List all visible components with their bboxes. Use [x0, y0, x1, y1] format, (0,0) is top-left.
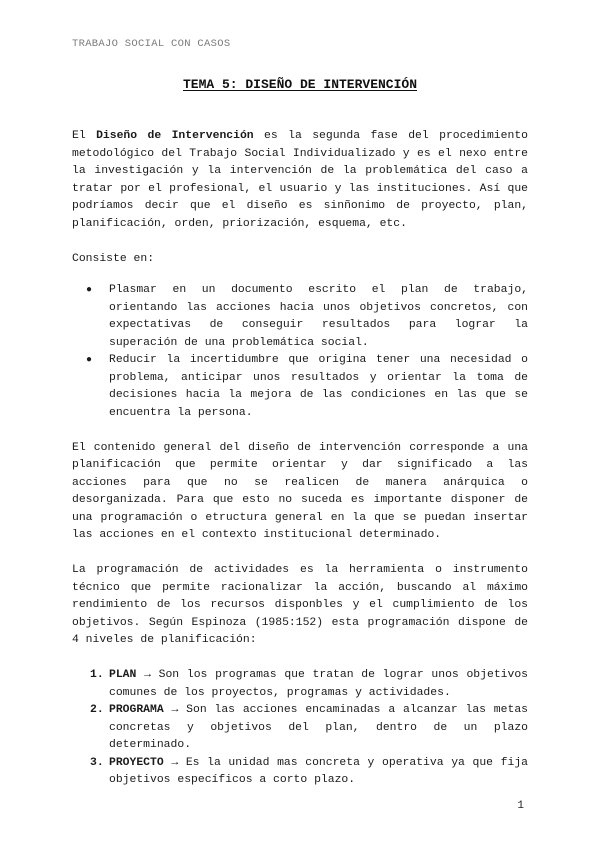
arrow-icon: → — [136, 669, 159, 681]
arrow-icon: → — [163, 704, 187, 716]
intro-post: es la segunda fase del procedimiento metodológico del Trabajo Social Individualizado y es el nexo entre la investigación y la intervención de la problemática del caso a tratar por el profesional, el usuario y las instituciones. Así que podríamos decir que el diseño es sinñonimo de proyecto, plan, planificación, orden, priorización, esquema, etc. — [72, 130, 528, 230]
intro-pre: El — [72, 130, 97, 142]
level-term: PROYECTO — [109, 756, 164, 769]
level-item-programa — [72, 702, 528, 755]
consiste-label: Consiste en: — [72, 252, 155, 265]
level-text: Son los programas que tratan de lograr unos objetivos comunes de los proyectos, programas y actividades. — [109, 669, 528, 699]
bullet-icon: ● — [86, 355, 93, 366]
level-number: 3. — [90, 756, 104, 769]
level-number: 1. — [90, 669, 104, 681]
bullet-list — [72, 282, 528, 422]
levels-list — [72, 667, 528, 790]
level-item-proyecto — [72, 755, 528, 790]
bullet-icon: ● — [86, 285, 93, 296]
level-text: Son las acciones encaminadas a alcanzar las metas concretas y objetivos del plan, dentro de un plazo determinado. — [109, 704, 528, 751]
running-header: TRABAJO SOCIAL CON CASOS — [72, 38, 231, 50]
intro-paragraph — [72, 128, 528, 233]
level-text: Es la unidad mas concreta y operativa ya que fija objetivos específicos a corto plazo. — [109, 756, 528, 786]
bullet-text: Reducir la incertidumbre que origina tener una necesidad o problema, anticipar unos resultados y orientar la toma de decisiones hacia la mejora de las condiciones en las que se encuentra la persona. — [109, 354, 528, 419]
intro-bold-term: Diseño de Intervención — [96, 130, 254, 142]
page-title: TEMA 5: DISEÑO DE INTERVENCIÓN — [182, 77, 418, 92]
bullet-item — [72, 282, 528, 352]
contenido-paragraph: El contenido general del diseño de intervención corresponde a una planificación que permite orientar y dar significado a las acciones para que no se realicen de manera anárquica o desorganizada. Para que esto no suceda es importante disponer de una programación o etructura general en la que se puedan insertar las acciones en el contexto institucional determinado. — [72, 441, 528, 541]
programacion-paragraph: La programación de actividades es la herramienta o instrumento técnico que permite racionalizar la acción, buscando al máximo rendimiento de los recursos disponbles y el cumplimiento de los objetivos. Según Espinoza (1985:152) esta programación dispone de 4 niveles de planificación: — [72, 564, 528, 646]
level-item-plan — [72, 667, 528, 702]
page-number: 1 — [517, 800, 524, 812]
level-term: PROGRAMA — [109, 704, 164, 716]
bullet-text: Plasmar en un documento escrito el plan de trabajo, orientando las acciones hacia unos objetivos concretos, con expectativas de conseguir resultados para lograr la superación de una problemática social. — [109, 284, 528, 349]
arrow-icon: → — [163, 756, 186, 769]
bullet-item — [72, 352, 528, 422]
level-term: PLAN — [109, 669, 137, 681]
document-body — [72, 128, 528, 790]
level-number: 2. — [90, 704, 104, 716]
